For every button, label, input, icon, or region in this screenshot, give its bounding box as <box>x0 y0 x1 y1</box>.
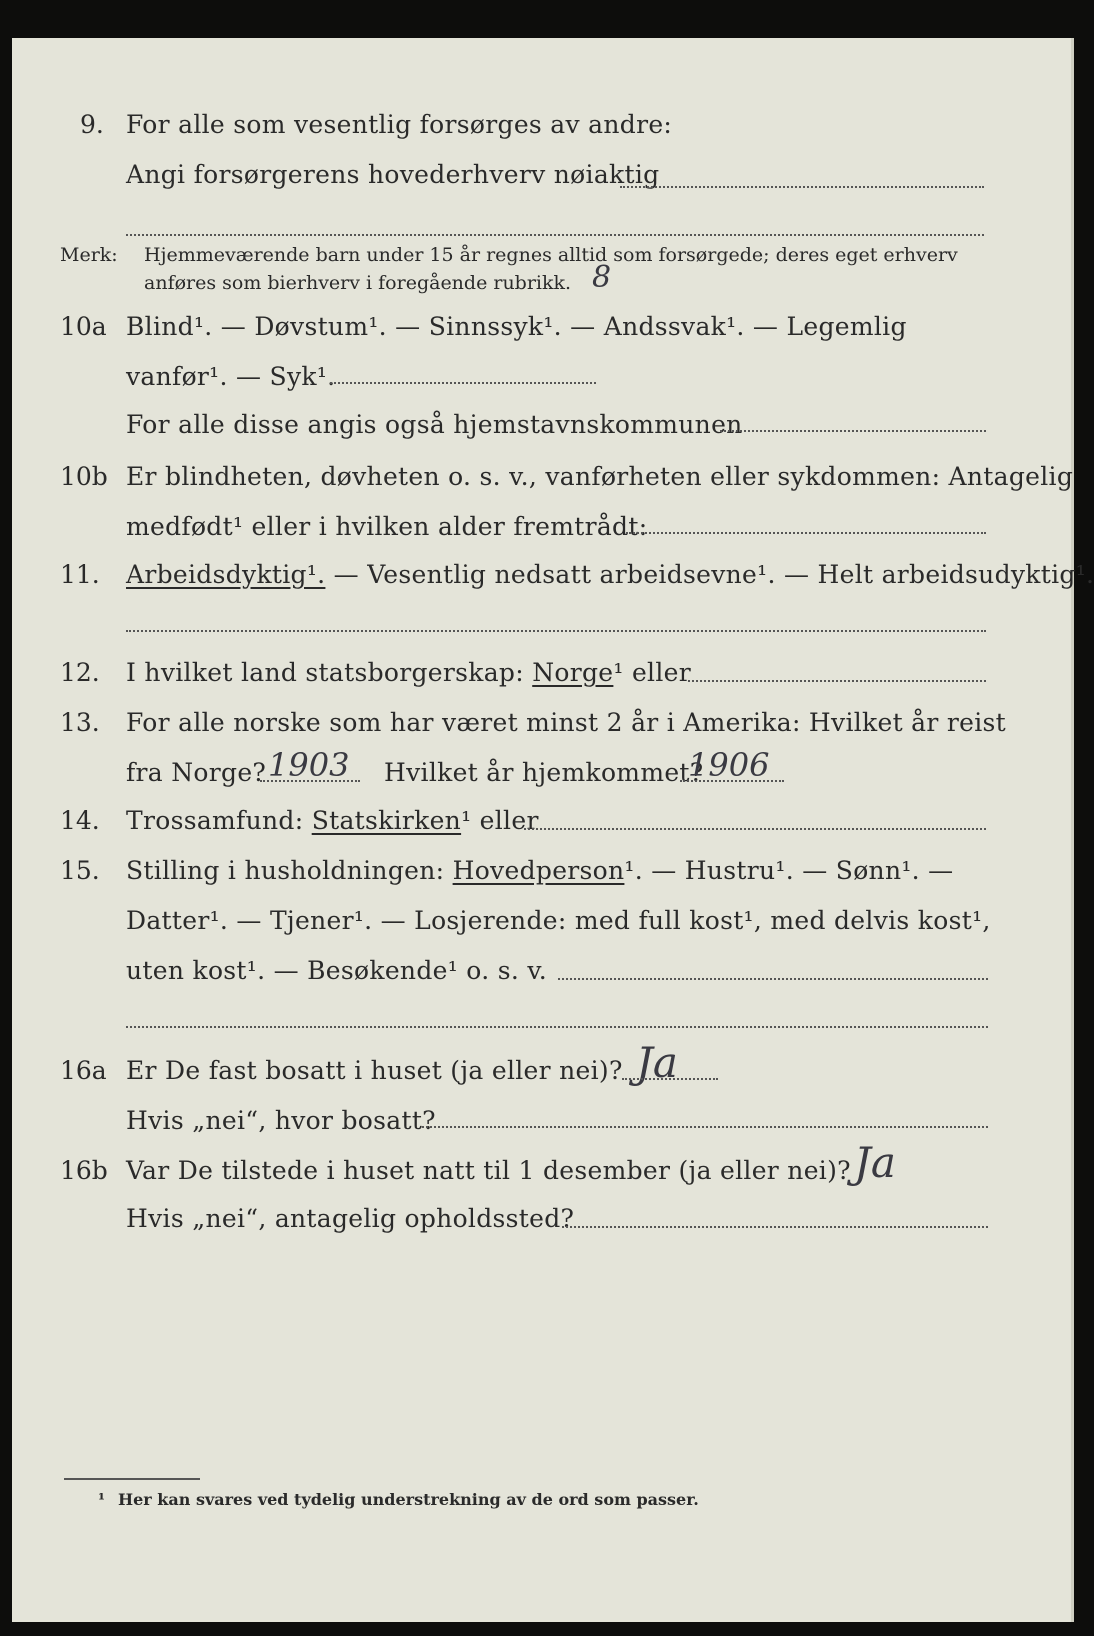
q13-year-left-line[interactable] <box>260 780 360 782</box>
merk-label: Merk: <box>60 244 118 266</box>
q13-year-back-handwritten: 1906 <box>688 746 770 784</box>
q14-answer-line[interactable] <box>524 828 986 830</box>
q12-answer-line[interactable] <box>688 680 986 682</box>
q11-text-rest: — Vesentlig nedsatt arbeidsevne¹. — Helt arbeidsudyktig¹. <box>325 560 1094 589</box>
census-form-page <box>12 38 1094 1622</box>
q9-answer-line2[interactable] <box>126 234 984 236</box>
q14-text <box>126 806 539 835</box>
q16b-answer-handwritten: Ja <box>854 1138 896 1187</box>
q12-option-norge[interactable]: Norge <box>532 658 614 687</box>
q9-answer-line[interactable] <box>620 186 984 188</box>
q15-number: 15. <box>60 856 100 885</box>
q14-text-pre: Trossamfund: <box>126 806 312 835</box>
merk-line2: anføres som bierhverv i foregående rubrikk. <box>144 272 572 294</box>
q11-number: 11. <box>60 560 100 589</box>
q9-text-line1: For alle som vesentlig forsørges av andre: <box>126 110 673 139</box>
q14-number: 14. <box>60 806 100 835</box>
q13-text-line1: For alle norske som har været minst 2 år i Amerika: Hvilket år reist <box>126 708 1007 737</box>
q15-text-line2: Datter¹. — Tjener¹. — Losjerende: med full kost¹, med delvis kost¹, <box>126 906 991 935</box>
q16a-answer-line[interactable] <box>622 1078 718 1080</box>
q15-answer-line[interactable] <box>558 978 988 980</box>
q10a-kommune-line[interactable] <box>720 430 986 432</box>
q16b-opholdssted-line[interactable] <box>562 1226 988 1228</box>
q14-option-statskirken[interactable]: Statskirken <box>311 806 462 835</box>
q10b-number: 10b <box>60 462 108 491</box>
merk-handwritten-mark: 8 <box>592 260 612 295</box>
q16a-text-line2: Hvis „nei“, hvor bosatt? <box>126 1106 436 1135</box>
footnote-text: Her kan svares ved tydelig understrekning av de ord som passer. <box>118 1490 699 1509</box>
q15-option-hovedperson[interactable]: Hovedperson <box>452 856 625 885</box>
q13-text-line2a: fra Norge? <box>126 758 267 787</box>
q16a-number: 16a <box>60 1056 107 1085</box>
q15-answer-line2[interactable] <box>126 1026 988 1028</box>
q15-text-line1 <box>126 856 953 885</box>
q10b-answer-line[interactable] <box>626 532 986 534</box>
q12-text <box>126 658 691 687</box>
footnote-mark: ¹ <box>98 1490 106 1509</box>
q10b-text-line1: Er blindheten, døvheten o. s. v., vanførheten eller sykdommen: Antagelig <box>126 462 1074 491</box>
q13-text-line2b: Hvilket år hjemkommet? <box>384 758 704 787</box>
q15-text-line1-rest: ¹. — Hustru¹. — Sønn¹. — <box>624 856 954 885</box>
q16a-answer-handwritten: Ja <box>636 1038 678 1087</box>
q11-answer-line[interactable] <box>126 630 986 632</box>
q9-text-line2: Angi forsørgerens hovederhverv nøiaktig <box>126 160 660 189</box>
q16b-text-line1: Var De tilstede i huset natt til 1 desember (ja eller nei)? <box>126 1156 851 1185</box>
footnote-rule <box>64 1478 200 1480</box>
q13-year-left-handwritten: 1903 <box>268 746 350 784</box>
merk-line1: Hjemmeværende barn under 15 år regnes alltid som forsørgede; deres eget erhverv <box>144 244 958 266</box>
q11-option-arbeidsdyktig[interactable]: Arbeidsdyktig¹. <box>126 560 326 589</box>
q16b-text-line2: Hvis „nei“, antagelig opholdssted? <box>126 1204 575 1233</box>
q15-text-line3: uten kost¹. — Besøkende¹ o. s. v. <box>126 956 548 985</box>
q10a-text-line3: For alle disse angis også hjemstavnskommunen <box>126 410 743 439</box>
q10a-number: 10a <box>60 312 107 341</box>
q13-number: 13. <box>60 708 100 737</box>
q10a-text-line2: vanfør¹. — Syk¹. <box>126 362 336 391</box>
q16a-text-line1: Er De fast bosatt i huset (ja eller nei)? <box>126 1056 623 1085</box>
q16b-number: 16b <box>60 1156 108 1185</box>
q10a-answer-line[interactable] <box>330 382 596 384</box>
q11-text <box>126 560 1094 589</box>
q13-year-back-line[interactable] <box>680 780 784 782</box>
q12-text-pre: I hvilket land statsborgerskap: <box>126 658 533 687</box>
q14-text-post: ¹ eller <box>461 806 539 835</box>
q15-text-pre: Stilling i husholdningen: <box>126 856 453 885</box>
q16a-bosatt-line[interactable] <box>422 1126 988 1128</box>
q12-text-post: ¹ eller <box>613 658 691 687</box>
q12-number: 12. <box>60 658 100 687</box>
q9-number: 9. <box>80 110 104 139</box>
q10a-text-line1: Blind¹. — Døvstum¹. — Sinnssyk¹. — Andssvak¹. — Legemlig <box>126 312 907 341</box>
q10b-text-line2: medfødt¹ eller i hvilken alder fremtrådt: <box>126 512 648 541</box>
